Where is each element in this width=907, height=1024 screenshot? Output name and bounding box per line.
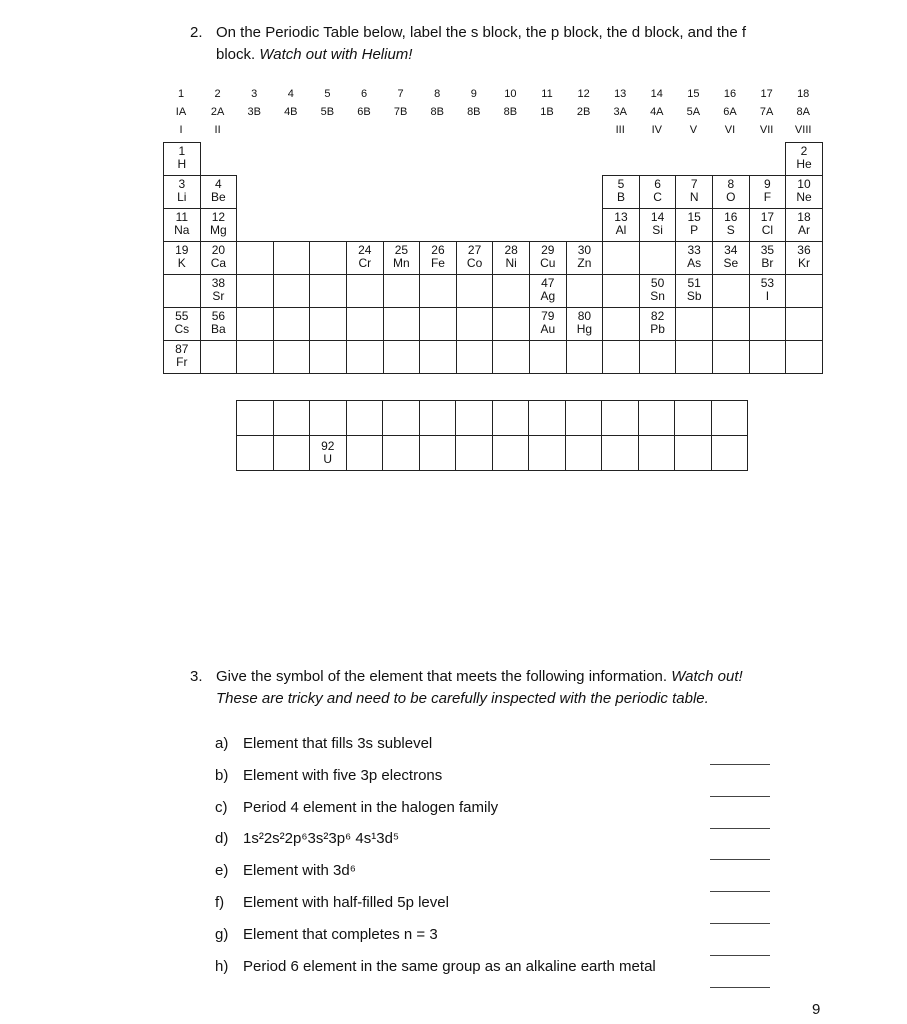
f-block-cell (711, 435, 749, 471)
element-cell (346, 307, 384, 341)
f-block-cell (492, 435, 530, 471)
f-block-cell (492, 400, 530, 436)
element-cell (236, 274, 274, 308)
atomic-number: 11 (175, 210, 189, 224)
question-2-line2-italic: Watch out with Helium! (259, 46, 413, 63)
f-block-cell (601, 435, 639, 471)
element-cell (200, 307, 238, 341)
element-cell (419, 340, 457, 374)
atomic-number: 8 (727, 177, 735, 191)
f-block-cell (638, 435, 676, 471)
atomic-number: 47 (541, 276, 555, 290)
group-header-group_numbers: 18 (797, 88, 810, 100)
element-symbol: Si (652, 223, 663, 237)
element-cell (492, 307, 530, 341)
element-cell (675, 340, 713, 374)
answer-blank-line[interactable] (710, 955, 770, 956)
element-cell (492, 340, 530, 374)
element-symbol: F (763, 190, 772, 204)
element-cell (346, 241, 384, 275)
element-cell (383, 340, 421, 374)
element-cell (383, 241, 421, 275)
question-3-item (215, 924, 438, 946)
element-symbol: Fr (176, 355, 188, 369)
question-2-text (216, 22, 826, 66)
element-cell (492, 241, 530, 275)
element-cell (163, 241, 201, 275)
element-symbol: As (687, 256, 702, 270)
element-cell (639, 340, 677, 374)
element-symbol: Mn (393, 256, 410, 270)
f-block-cell (711, 400, 749, 436)
group-header-group_numbers: 8 (434, 88, 441, 100)
question-3-item (215, 828, 399, 850)
question-3-item (215, 860, 356, 882)
question-2-number: 2. (190, 24, 203, 41)
f-block-cell (346, 400, 384, 436)
element-cell (163, 175, 201, 209)
question-3-item (215, 956, 656, 978)
group-header-group_roman: VII (759, 124, 774, 136)
atomic-number: 28 (504, 243, 518, 257)
element-cell (712, 241, 750, 275)
element-symbol: O (726, 190, 736, 204)
answer-blank-line[interactable] (710, 796, 770, 797)
item-label: f) (215, 894, 225, 911)
atomic-number: 50 (650, 276, 665, 290)
element-symbol: Au (540, 322, 556, 336)
item-text: Element with five 3p electrons (243, 766, 443, 784)
f-block-cell (346, 435, 384, 471)
atomic-number: 14 (650, 210, 665, 224)
group-header-group_ab: 2A (210, 106, 225, 118)
element-cell (712, 175, 750, 209)
element-symbol: Sn (650, 289, 665, 303)
element-cell (639, 208, 677, 242)
question-3-line2 (216, 688, 826, 710)
element-cell (602, 307, 640, 341)
element-cell (712, 340, 750, 374)
element-symbol: Li (177, 190, 187, 204)
item-text: Element that completes n = 3 (243, 925, 438, 943)
group-header-group_roman: II (214, 124, 221, 136)
group-header-group_numbers: 1 (177, 88, 185, 100)
element-cell (785, 241, 823, 275)
element-cell (785, 307, 823, 341)
element-symbol: Fe (430, 256, 445, 270)
atomic-number: 38 (211, 276, 226, 290)
f-block-cell (419, 400, 457, 436)
group-header-group_ab: 3A (613, 106, 627, 118)
atomic-number: 36 (797, 243, 811, 257)
group-header-group_numbers: 10 (504, 88, 517, 100)
group-header-group_numbers: 2 (214, 88, 221, 100)
group-header-group_numbers: 17 (760, 88, 773, 100)
element-symbol: P (690, 223, 699, 237)
atomic-number: 26 (431, 243, 445, 257)
element-cell (456, 340, 494, 374)
element-cell (602, 340, 640, 374)
element-cell (566, 241, 604, 275)
f-block-cell (273, 400, 311, 436)
atomic-number: 4 (215, 177, 222, 191)
element-cell (383, 307, 421, 341)
group-header-group_ab: 4A (650, 106, 664, 118)
atomic-number: 80 (577, 309, 592, 323)
question-2-line1: On the Periodic Table below, label the s block, the p block, the d block, and the f (216, 24, 747, 41)
element-cell (749, 175, 787, 209)
element-cell (785, 175, 823, 209)
element-cell (639, 175, 677, 209)
answer-blank-line[interactable] (710, 987, 770, 988)
element-cell (163, 307, 201, 341)
group-header-group_ab: IA (175, 106, 187, 118)
atomic-number: 55 (175, 309, 189, 323)
element-symbol: He (796, 157, 812, 171)
atomic-number: 56 (211, 309, 226, 323)
element-cell (200, 340, 238, 374)
atomic-number: 1 (178, 144, 186, 158)
group-header-group_ab: 3B (247, 106, 261, 118)
element-symbol: Ag (540, 289, 556, 303)
question-3-item (215, 733, 432, 755)
group-header-group_roman: III (615, 124, 625, 136)
element-cell (639, 307, 677, 341)
group-header-group_roman: IV (651, 124, 662, 136)
question-3-line1 (216, 666, 826, 688)
element-symbol: Ca (210, 256, 227, 270)
group-header-group_ab: 8B (430, 106, 444, 118)
group-header-group_ab: 8A (796, 106, 810, 118)
atomic-number: 34 (724, 243, 738, 257)
element-cell (602, 241, 640, 275)
answer-blank-line[interactable] (710, 828, 770, 829)
element-cell (602, 208, 640, 242)
element-cell (529, 340, 567, 374)
element-cell (273, 340, 311, 374)
element-symbol: Cs (174, 322, 190, 336)
element-cell (236, 340, 274, 374)
element-cell (602, 274, 640, 308)
element-cell (456, 274, 494, 308)
group-header-group_roman: I (179, 124, 183, 136)
f-block-cell (382, 435, 420, 471)
group-header-group_numbers: 16 (723, 88, 737, 100)
element-cell (309, 274, 347, 308)
element-cell (675, 208, 713, 242)
item-label: d) (215, 830, 229, 848)
element-cell (456, 241, 494, 275)
group-header-group_numbers: 9 (470, 88, 477, 100)
atomic-number: 51 (687, 276, 701, 290)
item-text: Element with 3d⁶ (243, 862, 356, 880)
f-block-cell (236, 400, 274, 436)
atomic-number: 12 (211, 210, 226, 224)
atomic-number: 87 (175, 342, 189, 356)
element-cell (749, 307, 787, 341)
element-symbol: N (689, 190, 699, 204)
item-label: g) (215, 925, 229, 943)
atomic-number: 6 (654, 177, 661, 191)
element-cell (456, 307, 494, 341)
page-number: 9 (812, 1001, 821, 1018)
question-2-line2-plain: block. (216, 46, 260, 63)
element-symbol: Na (174, 223, 190, 237)
element-symbol: Ba (211, 322, 226, 336)
element-symbol: I (765, 289, 770, 303)
element-symbol: Ar (797, 223, 810, 237)
group-header-group_roman: VI (724, 124, 736, 136)
f-block-cell (309, 400, 347, 436)
element-cell (309, 307, 347, 341)
atomic-number: 53 (760, 276, 775, 290)
question-3-plain: Give the symbol of the element that meets the following information. (216, 668, 672, 685)
atomic-number: 13 (614, 210, 628, 224)
f-block-cell (674, 400, 712, 436)
element-cell (749, 208, 787, 242)
element-symbol: Cu (540, 256, 556, 270)
item-text: 1s²2s²2p⁶3s²3p⁶ 4s¹3d⁵ (243, 830, 400, 848)
f-block-cell (601, 400, 639, 436)
element-cell (785, 274, 823, 308)
atomic-number: 33 (687, 243, 701, 257)
f-block-cell (565, 400, 603, 436)
atomic-number: 79 (541, 309, 555, 323)
group-header-group_ab: 4B (284, 106, 298, 118)
element-cell (200, 208, 238, 242)
answer-blank-line[interactable] (710, 923, 770, 924)
element-cell (785, 340, 823, 374)
atomic-number: 25 (394, 243, 409, 257)
atomic-number: 10 (797, 177, 811, 191)
group-header-group_numbers: 13 (614, 88, 627, 100)
atomic-number: 24 (358, 243, 372, 257)
question-3-item (215, 892, 449, 914)
atomic-number: 35 (760, 243, 775, 257)
atomic-number: 3 (178, 177, 186, 191)
atomic-number: 16 (724, 210, 738, 224)
atomic-number: 30 (577, 243, 592, 257)
element-cell (273, 241, 311, 275)
item-label: b) (215, 766, 229, 784)
group-header-group_ab: 2B (576, 106, 591, 118)
element-cell (566, 340, 604, 374)
element-cell (346, 340, 384, 374)
element-cell (675, 307, 713, 341)
element-cell (273, 307, 311, 341)
question-3-italic2: These are tricky and need to be carefully inspected with the periodic table. (216, 690, 709, 707)
element-cell (785, 142, 823, 176)
f-block-cell (382, 400, 420, 436)
f-block-cell (528, 435, 566, 471)
element-cell (236, 307, 274, 341)
element-cell (675, 175, 713, 209)
element-cell (309, 241, 347, 275)
element-cell (163, 142, 201, 176)
answer-blank-line[interactable] (710, 764, 770, 765)
question-3-number: 3. (190, 668, 203, 685)
group-header-group_roman: V (689, 124, 698, 136)
element-symbol: Pb (650, 322, 665, 336)
atomic-number: 92 (321, 439, 335, 453)
element-cell (639, 241, 677, 275)
element-cell (419, 241, 457, 275)
element-cell (419, 274, 457, 308)
f-block-cell (273, 435, 311, 471)
element-symbol: Co (466, 256, 483, 270)
group-header-group_ab: 7B (393, 106, 408, 118)
f-block-cell (236, 435, 274, 471)
item-text: Period 6 element in the same group as an alkaline earth metal (243, 957, 656, 975)
group-header-group_numbers: 14 (650, 88, 663, 100)
element-symbol: U (323, 452, 333, 466)
element-symbol: Br (761, 256, 774, 270)
group-header-group_ab: 8B (503, 106, 518, 118)
question-3-item (215, 765, 442, 787)
group-header-group_ab: 5A (686, 106, 701, 118)
group-header-group_numbers: 5 (324, 88, 331, 100)
question-3-italic1: Watch out! (671, 668, 743, 685)
f-block-cell (638, 400, 676, 436)
element-symbol: Kr (797, 256, 810, 270)
group-header-group_ab: 6B (357, 106, 371, 118)
atomic-number: 2 (800, 144, 808, 158)
element-symbol: Be (211, 190, 226, 204)
atomic-number: 19 (175, 243, 189, 257)
atomic-number: 18 (797, 210, 811, 224)
atomic-number: 82 (650, 309, 665, 323)
element-cell (749, 340, 787, 374)
f-block-cell (674, 435, 712, 471)
group-header-group_numbers: 7 (397, 88, 404, 100)
element-symbol: Sb (686, 289, 702, 303)
element-cell (236, 241, 274, 275)
element-symbol: B (616, 190, 625, 204)
element-cell (492, 274, 530, 308)
element-cell (529, 307, 567, 341)
element-cell (785, 208, 823, 242)
element-symbol: K (177, 256, 186, 270)
element-cell (749, 241, 787, 275)
question-2-line2 (216, 44, 826, 66)
atomic-number: 20 (211, 243, 226, 257)
item-label: c) (215, 798, 228, 816)
element-cell (163, 208, 201, 242)
group-header-group_numbers: 6 (360, 88, 368, 100)
element-symbol: Ne (796, 190, 812, 204)
atomic-number: 27 (467, 243, 482, 257)
group-header-group_numbers: 15 (687, 88, 700, 100)
group-header-group_roman: VIII (794, 124, 812, 136)
element-cell (712, 274, 750, 308)
element-cell (675, 241, 713, 275)
element-cell (712, 208, 750, 242)
element-cell (309, 340, 347, 374)
element-cell (163, 274, 201, 308)
atomic-number: 29 (541, 243, 555, 257)
element-cell (566, 274, 604, 308)
item-text: Element with half-filled 5p level (243, 894, 449, 911)
group-header-group_ab: 8B (467, 106, 481, 118)
element-symbol: C (653, 190, 662, 204)
element-cell (163, 340, 201, 374)
element-cell (712, 307, 750, 341)
element-cell (419, 307, 457, 341)
group-header-group_numbers: 3 (251, 88, 258, 100)
atomic-number: 5 (617, 177, 625, 191)
answer-blank-line[interactable] (710, 859, 770, 860)
question-3-item (215, 797, 498, 819)
item-text: Period 4 element in the halogen family (243, 798, 499, 816)
group-header-group_numbers: 11 (541, 88, 553, 100)
element-cell (200, 175, 238, 209)
element-cell (529, 274, 567, 308)
element-cell (383, 274, 421, 308)
question-3-text (216, 666, 826, 710)
element-symbol: Zn (577, 256, 592, 270)
item-label: a) (215, 735, 229, 752)
group-header-group_numbers: 12 (577, 88, 590, 100)
element-cell (346, 274, 384, 308)
element-symbol: Se (723, 256, 739, 270)
item-label: e) (215, 862, 229, 880)
item-label: h) (215, 957, 229, 975)
group-header-group_ab: 6A (723, 106, 737, 118)
atomic-number: 7 (690, 177, 698, 191)
element-symbol: S (726, 223, 735, 237)
element-cell (566, 307, 604, 341)
element-cell (639, 274, 677, 308)
atomic-number: 15 (687, 210, 701, 224)
group-header-group_ab: 7A (759, 106, 774, 118)
group-header-group_ab: 5B (320, 106, 335, 118)
element-symbol: H (177, 157, 187, 171)
f-block-cell (565, 435, 603, 471)
atomic-number: 17 (760, 210, 775, 224)
element-cell (200, 274, 238, 308)
element-cell (675, 274, 713, 308)
f-block-cell (419, 435, 457, 471)
element-cell (749, 274, 787, 308)
element-cell (602, 175, 640, 209)
element-cell (529, 241, 567, 275)
atomic-number: 9 (764, 177, 771, 191)
f-block-cell (528, 400, 566, 436)
group-header-group_numbers: 4 (287, 88, 294, 100)
answer-blank-line[interactable] (710, 891, 770, 892)
element-symbol: Cr (358, 256, 372, 270)
element-symbol: Hg (576, 322, 593, 336)
element-symbol: Cl (761, 223, 774, 237)
element-cell (273, 274, 311, 308)
element-symbol: Mg (210, 223, 227, 237)
f-block-cell (455, 400, 493, 436)
group-header-group_ab: 1B (540, 106, 554, 118)
element-symbol: Al (615, 223, 627, 237)
f-block-cell (309, 435, 347, 471)
element-cell (200, 241, 238, 275)
item-text: Element that fills 3s sublevel (243, 735, 433, 752)
element-symbol: Ni (505, 256, 517, 270)
element-symbol: Sr (212, 289, 225, 303)
f-block-cell (455, 435, 493, 471)
